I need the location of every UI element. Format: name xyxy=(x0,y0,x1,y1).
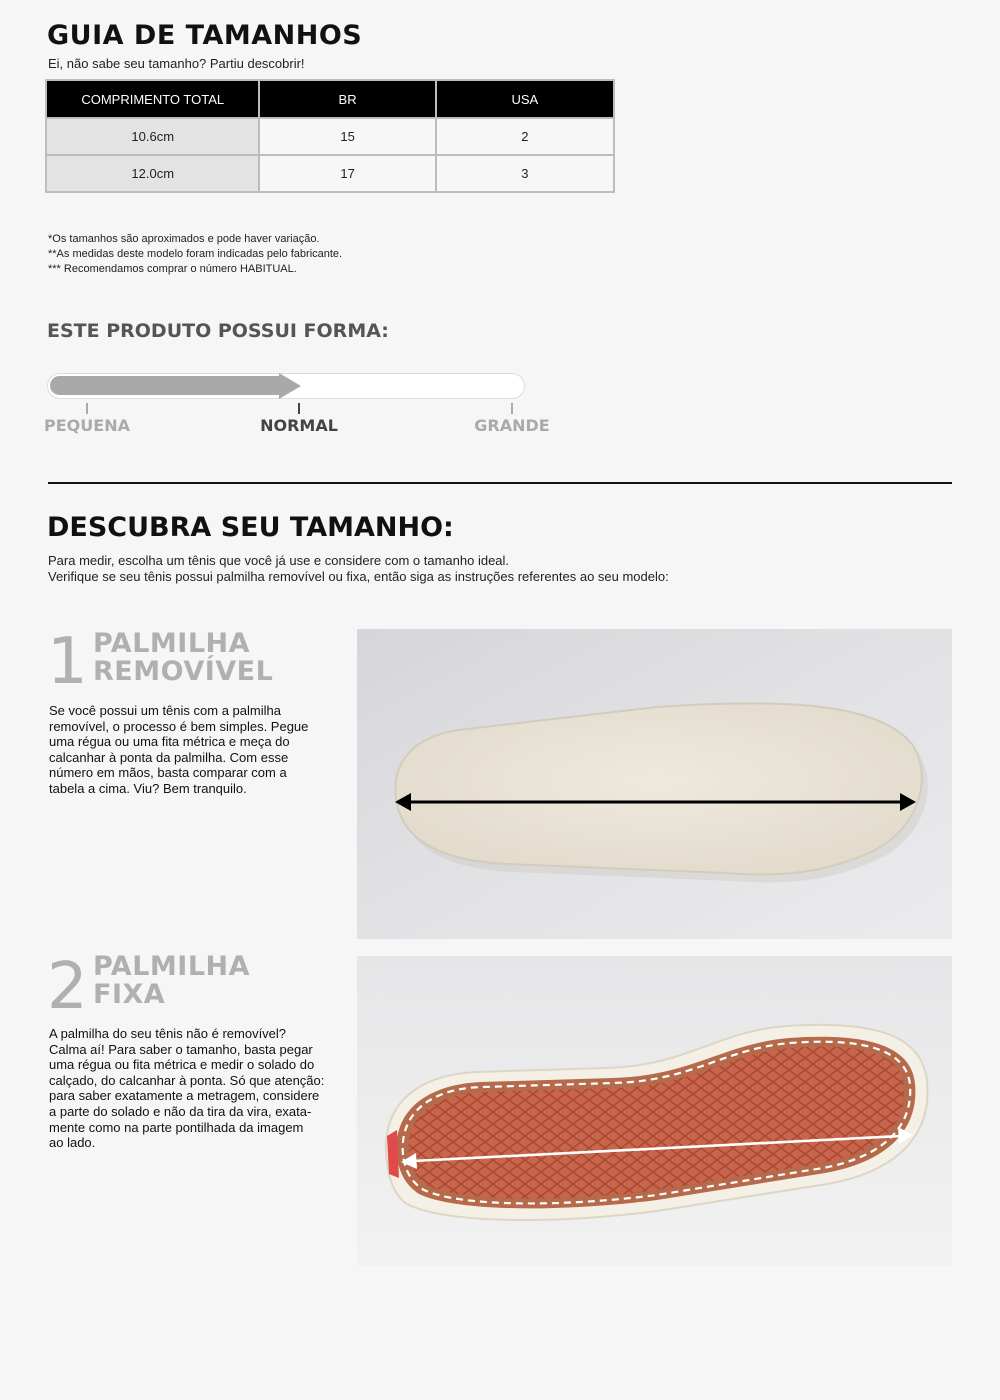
page-subtitle: Ei, não sabe seu tamanho? Partiu descobrir! xyxy=(48,56,305,71)
step-2-text-line: para saber exatamente a metragem, considere xyxy=(49,1088,320,1104)
header-usa: USA xyxy=(436,80,614,118)
step-2-text xyxy=(49,1026,329,1151)
step-2-title xyxy=(93,953,250,1009)
step-1-text-line: calcanhar à ponta da palmilha. Com esse xyxy=(49,749,289,765)
table-row xyxy=(46,118,614,155)
step-1-text-line: tabela a cima. Viu? Bem tranquilo. xyxy=(49,780,247,796)
page-title: GUIA DE TAMANHOS xyxy=(47,20,363,51)
cell-usa: 3 xyxy=(436,155,614,192)
step-1-title-line: REMOVÍVEL xyxy=(93,656,274,687)
forma-title: ESTE PRODUTO POSSUI FORMA: xyxy=(47,320,389,342)
label-pequena: PEQUENA xyxy=(44,416,130,435)
step-1-title-line: PALMILHA xyxy=(93,628,251,659)
step-1-text-line: removível, o processo é bem simples. Pegue xyxy=(49,718,309,734)
step-2-text-line: A palmilha do seu tênis não é removível? xyxy=(49,1026,287,1041)
step-2-text-line: calçado, do calcanhar à ponta. Só que atenção: xyxy=(49,1072,325,1088)
discover-intro xyxy=(48,553,669,585)
tick-grande xyxy=(511,403,513,414)
size-notes xyxy=(48,232,342,277)
insole-photo xyxy=(357,629,952,939)
size-table-header xyxy=(46,80,614,118)
insole-shape xyxy=(395,703,921,874)
step-2-text-line: mente como na parte pontilhada da imagem xyxy=(49,1119,304,1135)
intro-line: Verifique se seu tênis possui palmilha removível ou fixa, então siga as instruções referentes ao seu modelo: xyxy=(48,569,669,584)
step-2-title-line: PALMILHA xyxy=(93,951,251,982)
header-comprimento: COMPRIMENTO TOTAL xyxy=(46,80,259,118)
section-divider xyxy=(48,482,952,484)
step-1-text-line: uma régua ou uma fita métrica e meça do xyxy=(49,734,290,750)
cell-br: 17 xyxy=(259,155,435,192)
step-1-text-line: Se você possui um tênis com a palmilha xyxy=(49,703,281,718)
step-2-text-line: uma régua ou fita métrica e medir o solado do xyxy=(49,1057,315,1073)
size-table xyxy=(45,79,615,193)
note-approx: *Os tamanhos são aproximados e pode haver variação. xyxy=(48,233,320,245)
sole-photo xyxy=(357,956,952,1266)
step-1-text-line: número em mãos, basta comparar com a xyxy=(49,765,287,781)
intro-line: Para medir, escolha um tênis que você já use e considere com o tamanho ideal. xyxy=(48,553,510,568)
cell-comprimento: 12.0cm xyxy=(46,155,259,192)
step-2-number: 2 xyxy=(47,950,88,1024)
cell-comprimento: 10.6cm xyxy=(46,118,259,155)
discover-title: DESCUBRA SEU TAMANHO: xyxy=(47,512,454,543)
step-1-number: 1 xyxy=(47,625,88,699)
step-1-title xyxy=(93,630,273,686)
label-normal: NORMAL xyxy=(260,416,338,435)
step-2-title-line: FIXA xyxy=(93,979,166,1010)
step-1-text xyxy=(49,703,329,797)
step-2-text-line: Calma aí! Para saber o tamanho, basta pegar xyxy=(49,1041,313,1057)
step-2-text-line: a parte do solado e não da tira da vira, exata- xyxy=(49,1103,312,1119)
note-manufacturer: **As medidas deste modelo foram indicadas pelo fabricante. xyxy=(48,248,343,260)
note-habitual: *** Recomendamos comprar o número HABITUAL. xyxy=(48,263,297,275)
cell-usa: 2 xyxy=(436,118,614,155)
table-row xyxy=(46,155,614,192)
header-br: BR xyxy=(259,80,435,118)
step-2-text-line: ao lado. xyxy=(49,1135,96,1151)
fit-scale-arrow-icon xyxy=(279,373,301,399)
tick-normal xyxy=(298,403,300,414)
fit-scale-fill xyxy=(50,376,280,395)
tick-pequena xyxy=(86,403,88,414)
label-grande: GRANDE xyxy=(474,416,550,435)
cell-br: 15 xyxy=(259,118,435,155)
